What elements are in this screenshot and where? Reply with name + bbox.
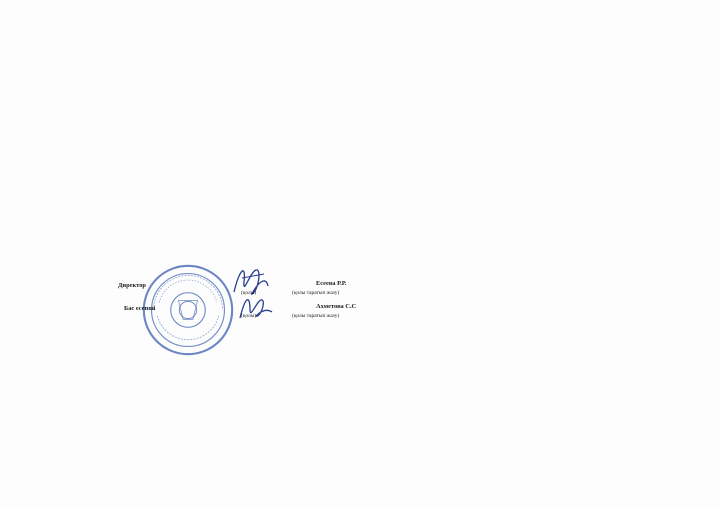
director-role: Директор bbox=[118, 282, 146, 289]
director-name-caption: (қолы таратып жазу) bbox=[292, 290, 340, 296]
accountant-role: Бас есепші bbox=[124, 305, 156, 312]
director-role-block bbox=[118, 282, 146, 289]
accountant-name-caption: (қолы таратып жазу) bbox=[292, 313, 340, 319]
accountant-role-block bbox=[124, 305, 155, 312]
accountant-caption-block bbox=[241, 313, 256, 319]
accountant-name: Ахметова С.С bbox=[316, 303, 357, 310]
accountant-name-caption-block bbox=[292, 313, 339, 319]
director-name-caption-block bbox=[292, 290, 339, 296]
director-caption: (қолы) bbox=[241, 290, 257, 296]
director-name: Есеева Р.Р. bbox=[316, 280, 347, 287]
accountant-caption: (қолы) bbox=[241, 313, 257, 319]
accountant-name-block bbox=[316, 303, 356, 310]
director-name-block bbox=[316, 280, 347, 287]
director-caption-block bbox=[241, 290, 256, 296]
